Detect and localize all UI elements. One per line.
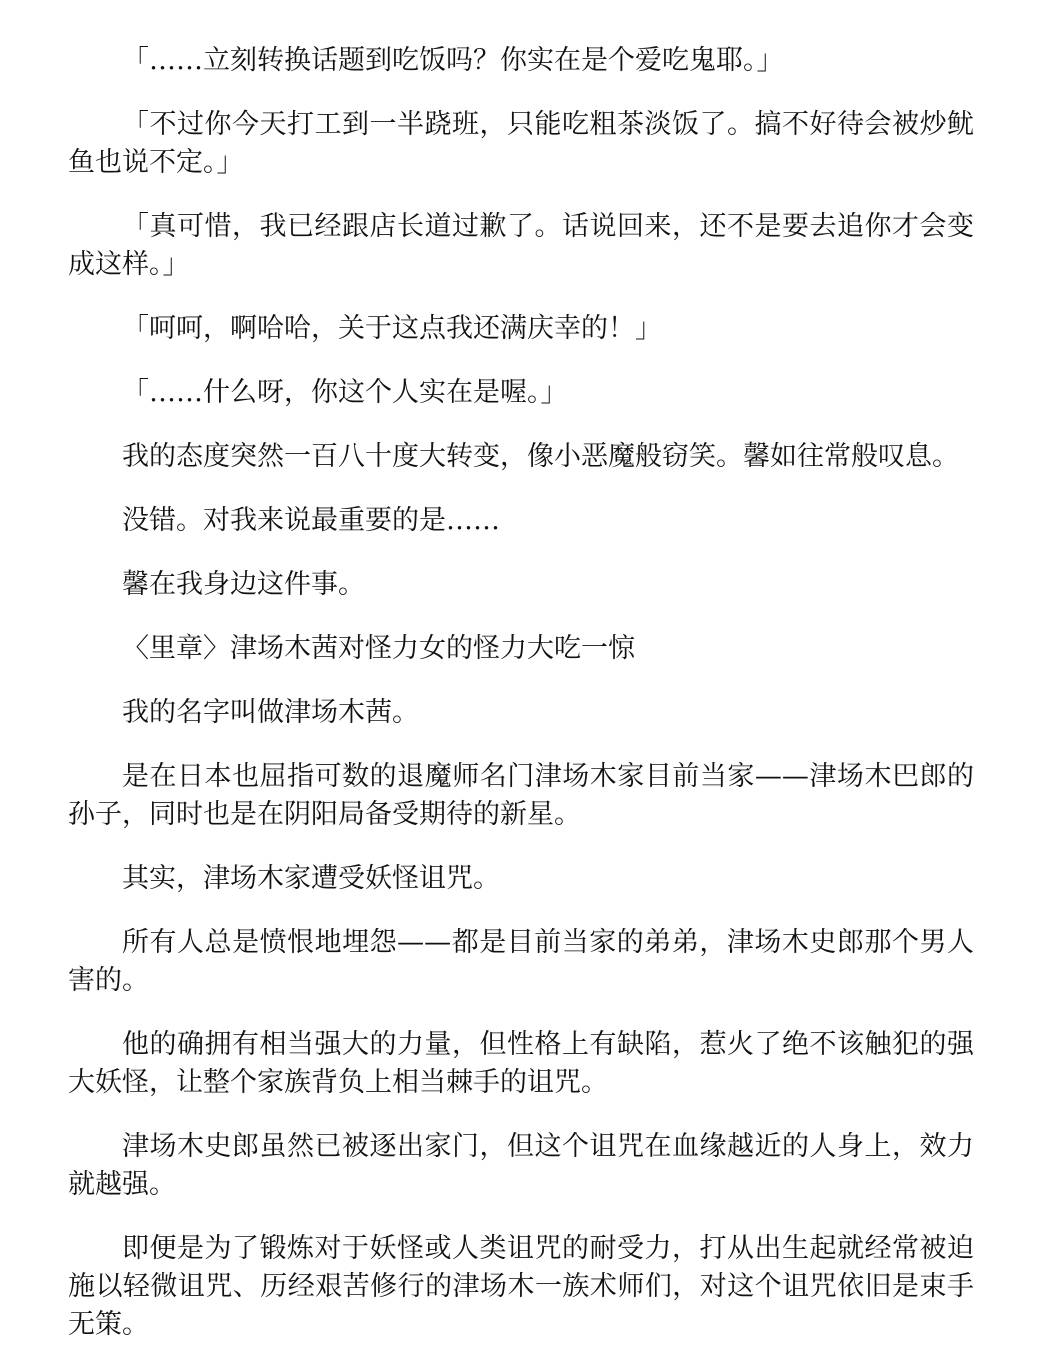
- paragraph: 「真可惜，我已经跟店长道过歉了。话说回来，还不是要去追你才会变成这样。」: [68, 211, 974, 280]
- paragraph: 我的态度突然一百八十度大转变，像小恶魔般窃笑。馨如往常般叹息。: [122, 441, 959, 472]
- paragraph: 其实，津场木家遭受妖怪诅咒。: [122, 863, 500, 894]
- paragraph: 馨在我身边这件事。: [122, 569, 365, 600]
- paragraph: 所有人总是愤恨地埋怨——都是目前当家的弟弟，津场木史郎那个男人害的。: [68, 927, 974, 996]
- paragraph: 「……什么呀，你这个人实在是喔。」: [122, 377, 568, 408]
- paragraph: 没错。对我来说最重要的是……: [122, 505, 500, 536]
- paragraph: 「呵呵，啊哈哈，关于这点我还满庆幸的！」: [122, 313, 662, 344]
- chapter-heading: 〈里章〉津场木茜对怪力女的怪力大吃一惊: [122, 633, 635, 664]
- paragraph: 津场木史郎虽然已被逐出家门，但这个诅咒在血缘越近的人身上，效力就越强。: [68, 1131, 974, 1200]
- paragraph: 是在日本也屈指可数的退魔师名门津场木家目前当家——津场木巴郎的孙子，同时也是在阴阳局备受期待的新星。: [68, 761, 974, 830]
- paragraph: 我的名字叫做津场木茜。: [122, 697, 419, 728]
- paragraph: 「……立刻转换话题到吃饭吗？你实在是个爱吃鬼耶。」: [122, 45, 784, 76]
- paragraph: 「不过你今天打工到一半跷班，只能吃粗茶淡饭了。搞不好待会被炒鱿鱼也说不定。」: [68, 109, 974, 178]
- paragraph: 即便是为了锻炼对于妖怪或人类诅咒的耐受力，打从出生起就经常被迫施以轻微诅咒、历经艰苦修行的津场木一族术师们，对这个诅咒依旧是束手无策。: [68, 1233, 974, 1340]
- page-body: [68, 42, 974, 1370]
- paragraph: 他的确拥有相当强大的力量，但性格上有缺陷，惹火了绝不该触犯的强大妖怪，让整个家族背负上相当棘手的诅咒。: [68, 1029, 974, 1098]
